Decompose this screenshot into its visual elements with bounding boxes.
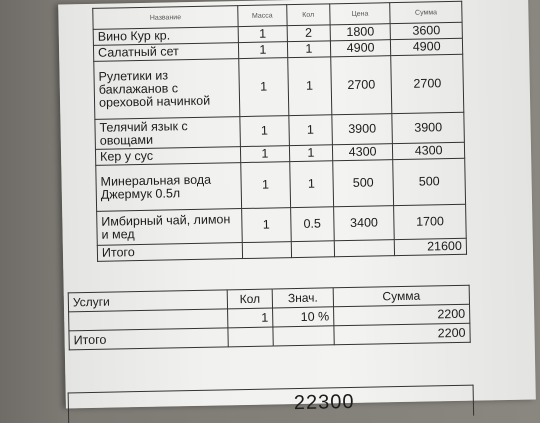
item-qty: 0.5 [290,207,334,242]
item-qty: 1 [289,145,333,162]
item-mass: 1 [241,162,291,209]
item-name: Телячий язык с овощами [95,117,241,150]
item-price: 2700 [331,56,392,115]
item-qty: 1 [289,161,333,208]
item-sum: 4300 [393,142,465,159]
item-qty: 1 [287,41,331,58]
item-mass: 1 [239,58,289,117]
header-sum: Сумма [390,1,462,23]
services-header-value: Знач. [272,288,333,308]
table-row [96,158,466,211]
item-sum: 3900 [392,112,464,143]
service-sum: 2200 [334,304,470,326]
item-sum: 1700 [394,204,466,239]
item-mass: 1 [240,146,289,163]
item-sum: 2700 [391,54,464,113]
item-sum: 3600 [390,22,462,39]
items-table [92,1,467,262]
items-total-label: Итого [97,243,242,262]
item-mass: 1 [240,116,289,147]
item-price: 3900 [332,114,393,145]
item-price: 1800 [330,24,391,41]
item-sum: 4900 [391,38,463,55]
services-total-label: Итого [69,328,228,350]
item-name: Вино Кур кр. [93,27,238,46]
header-mass: Масса [238,5,287,27]
services-header-sum: Сумма [333,285,469,307]
header-price: Цена [330,3,391,25]
item-qty: 2 [287,25,331,42]
item-price: 4300 [332,144,393,161]
item-qty: 1 [287,57,331,116]
services-table [68,285,471,351]
item-sum: 500 [393,158,466,205]
item-price: 500 [333,160,394,207]
item-name: Кер у сус [95,147,240,166]
item-name: Имбирный чай, лимон и мед [97,209,243,246]
item-mass: 1 [242,208,291,243]
header-qty: Кол [286,4,330,26]
item-price: 4900 [330,40,391,57]
service-qty: 1 [228,308,273,328]
item-name: Рулетики из баклажанов с ореховой начинкой [94,59,240,120]
header-name: Название [93,6,238,30]
services-header-name: Услуги [68,290,227,312]
item-name: Минеральная вода Джермук 0.5л [96,163,242,212]
item-qty: 1 [289,115,333,146]
services-total-value: 2200 [334,323,470,345]
receipt-paper [58,0,536,415]
services-header-qty: Кол [227,289,272,309]
items-total-value: 21600 [394,238,466,255]
table-row [94,54,464,119]
service-value: 10 % [273,307,334,327]
item-mass: 1 [238,42,287,59]
item-price: 3400 [334,206,395,241]
item-mass: 1 [238,26,287,43]
item-name: Салатный сет [93,43,238,62]
grand-total-value: 22300 [293,390,355,415]
